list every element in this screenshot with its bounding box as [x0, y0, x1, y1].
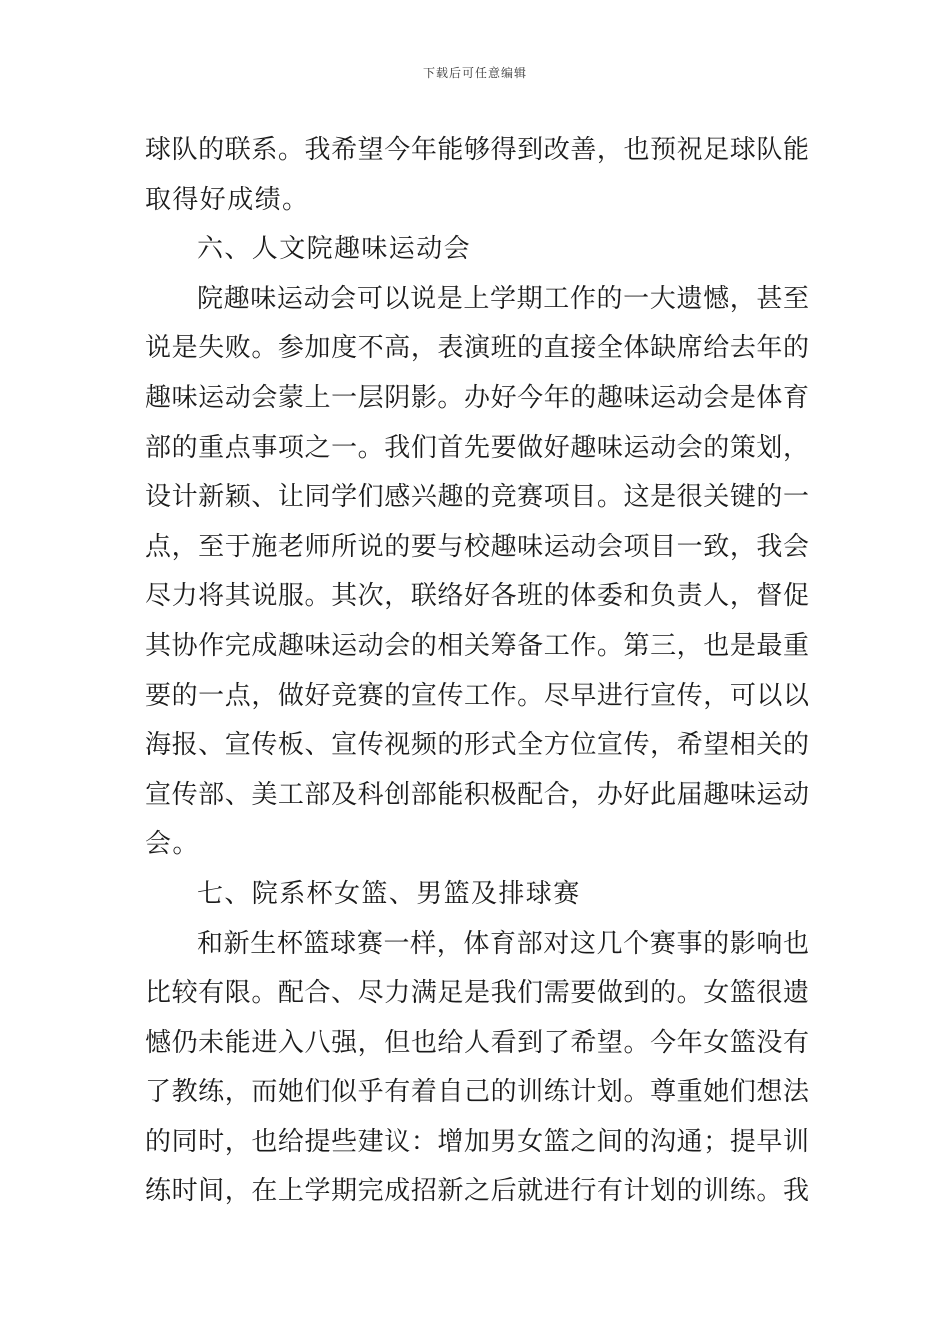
text-line: 院趣味运动会可以说是上学期工作的一大遗憾，甚至: [197, 283, 809, 314]
text-line: 了教练，而她们似乎有着自己的训练计划。尊重她们想法: [145, 1077, 809, 1108]
text-line: 设计新颖、让同学们感兴趣的竞赛项目。这是很关键的一: [145, 482, 809, 513]
text-line: 部的重点事项之一。我们首先要做好趣味运动会的策划，: [145, 432, 809, 463]
text-line: 比较有限。配合、尽力满足是我们需要做到的。女篮很遗: [145, 978, 809, 1009]
text-line: 的同时，也给提些建议：增加男女篮之间的沟通；提早训: [145, 1126, 809, 1157]
text-line: 宣传部、美工部及科创部能积极配合，办好此届趣味运动: [145, 779, 809, 810]
text-line: 趣味运动会蒙上一层阴影。办好今年的趣味运动会是体育: [145, 382, 809, 413]
text-line: 要的一点，做好竞赛的宣传工作。尽早进行宣传，可以以: [145, 680, 809, 711]
text-line: 和新生杯篮球赛一样，体育部对这几个赛事的影响也: [197, 928, 809, 959]
text-line: 练时间，在上学期完成招新之后就进行有计划的训练。我: [145, 1176, 809, 1207]
text-line: 说是失败。参加度不高，表演班的直接全体缺席给去年的: [145, 333, 809, 364]
text-line: 点，至于施老师所说的要与校趣味运动会项目一致，我会: [145, 531, 809, 562]
text-line: 会。: [145, 829, 200, 860]
document-body: [145, 126, 809, 1217]
section-heading: 七、院系杯女篮、男篮及排球赛: [197, 878, 581, 909]
text-line: 其协作完成趣味运动会的相关筹备工作。第三，也是最重: [145, 630, 809, 661]
text-line: 尽力将其说服。其次，联络好各班的体委和负责人，督促: [145, 581, 809, 612]
page-header-note: 下载后可任意编辑: [422, 66, 527, 80]
text-line: 海报、宣传板、宣传视频的形式全方位宣传，希望相关的: [145, 730, 809, 761]
text-line: 憾仍未能进入八强，但也给人看到了希望。今年女篮没有: [145, 1027, 809, 1058]
section-heading: 六、人文院趣味运动会: [197, 234, 472, 265]
text-line: 球队的联系。我希望今年能够得到改善，也预祝足球队能: [145, 135, 809, 165]
text-line: 取得好成绩。: [145, 184, 310, 215]
